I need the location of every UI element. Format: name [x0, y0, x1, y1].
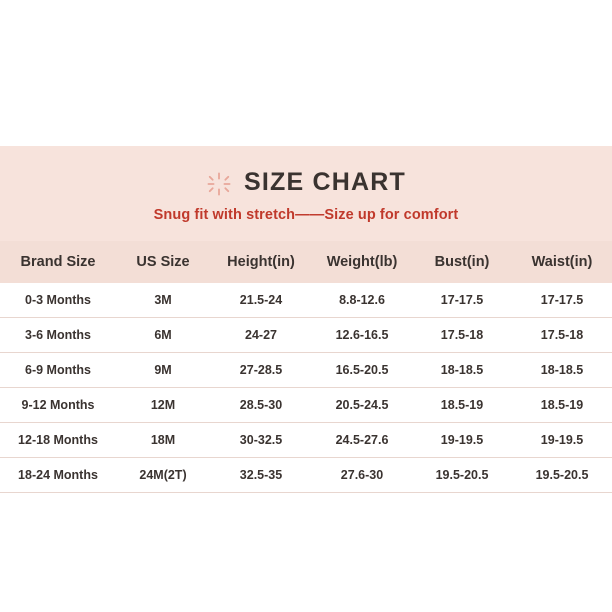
cell-us-size: 3M	[116, 283, 210, 318]
size-table	[0, 241, 612, 493]
cell-weight: 24.5-27.6	[312, 423, 412, 458]
cell-height: 21.5-24	[210, 283, 312, 318]
cell-bust: 18.5-19	[412, 388, 512, 423]
cell-brand-size: 12-18 Months	[0, 423, 116, 458]
cell-brand-size: 3-6 Months	[0, 318, 116, 353]
column-header-bust: Bust(in)	[412, 241, 512, 283]
column-header-height: Height(in)	[210, 241, 312, 283]
chart-title-row	[0, 168, 612, 197]
column-header-waist: Waist(in)	[512, 241, 612, 283]
cell-height: 32.5-35	[210, 458, 312, 493]
cell-waist: 18-18.5	[512, 353, 612, 388]
chart-title: SIZE CHART	[244, 168, 406, 196]
cell-bust: 18-18.5	[412, 353, 512, 388]
table-row	[0, 458, 612, 493]
cell-us-size: 18M	[116, 423, 210, 458]
column-header-weight: Weight(lb)	[312, 241, 412, 283]
cell-weight: 16.5-20.5	[312, 353, 412, 388]
chart-subtitle: Snug fit with stretch——Size up for comfort	[153, 207, 459, 223]
table-row	[0, 423, 612, 458]
table-header	[0, 241, 612, 283]
cell-brand-size: 6-9 Months	[0, 353, 116, 388]
column-header-brand-size: Brand Size	[0, 241, 116, 283]
table-row	[0, 388, 612, 423]
cell-weight: 8.8-12.6	[312, 283, 412, 318]
cell-brand-size: 9-12 Months	[0, 388, 116, 423]
chart-header-band	[0, 146, 612, 241]
table-body	[0, 283, 612, 493]
cell-us-size: 9M	[116, 353, 210, 388]
cell-height: 27-28.5	[210, 353, 312, 388]
cell-height: 24-27	[210, 318, 312, 353]
cell-weight: 12.6-16.5	[312, 318, 412, 353]
cell-us-size: 24M(2T)	[116, 458, 210, 493]
cell-bust: 19.5-20.5	[412, 458, 512, 493]
cell-waist: 19-19.5	[512, 423, 612, 458]
cell-waist: 17.5-18	[512, 318, 612, 353]
table-row	[0, 353, 612, 388]
cell-bust: 17-17.5	[412, 283, 512, 318]
cell-waist: 18.5-19	[512, 388, 612, 423]
cell-us-size: 6M	[116, 318, 210, 353]
table-row	[0, 283, 612, 318]
column-header-us-size: US Size	[116, 241, 210, 283]
cell-waist: 19.5-20.5	[512, 458, 612, 493]
cell-bust: 19-19.5	[412, 423, 512, 458]
cell-height: 28.5-30	[210, 388, 312, 423]
cell-bust: 17.5-18	[412, 318, 512, 353]
cell-us-size: 12M	[116, 388, 210, 423]
cell-brand-size: 18-24 Months	[0, 458, 116, 493]
table-row	[0, 318, 612, 353]
cell-waist: 17-17.5	[512, 283, 612, 318]
cell-weight: 20.5-24.5	[312, 388, 412, 423]
sparkle-icon	[206, 171, 232, 197]
cell-brand-size: 0-3 Months	[0, 283, 116, 318]
size-chart	[0, 146, 612, 493]
table-header-row	[0, 241, 612, 283]
cell-height: 30-32.5	[210, 423, 312, 458]
cell-weight: 27.6-30	[312, 458, 412, 493]
